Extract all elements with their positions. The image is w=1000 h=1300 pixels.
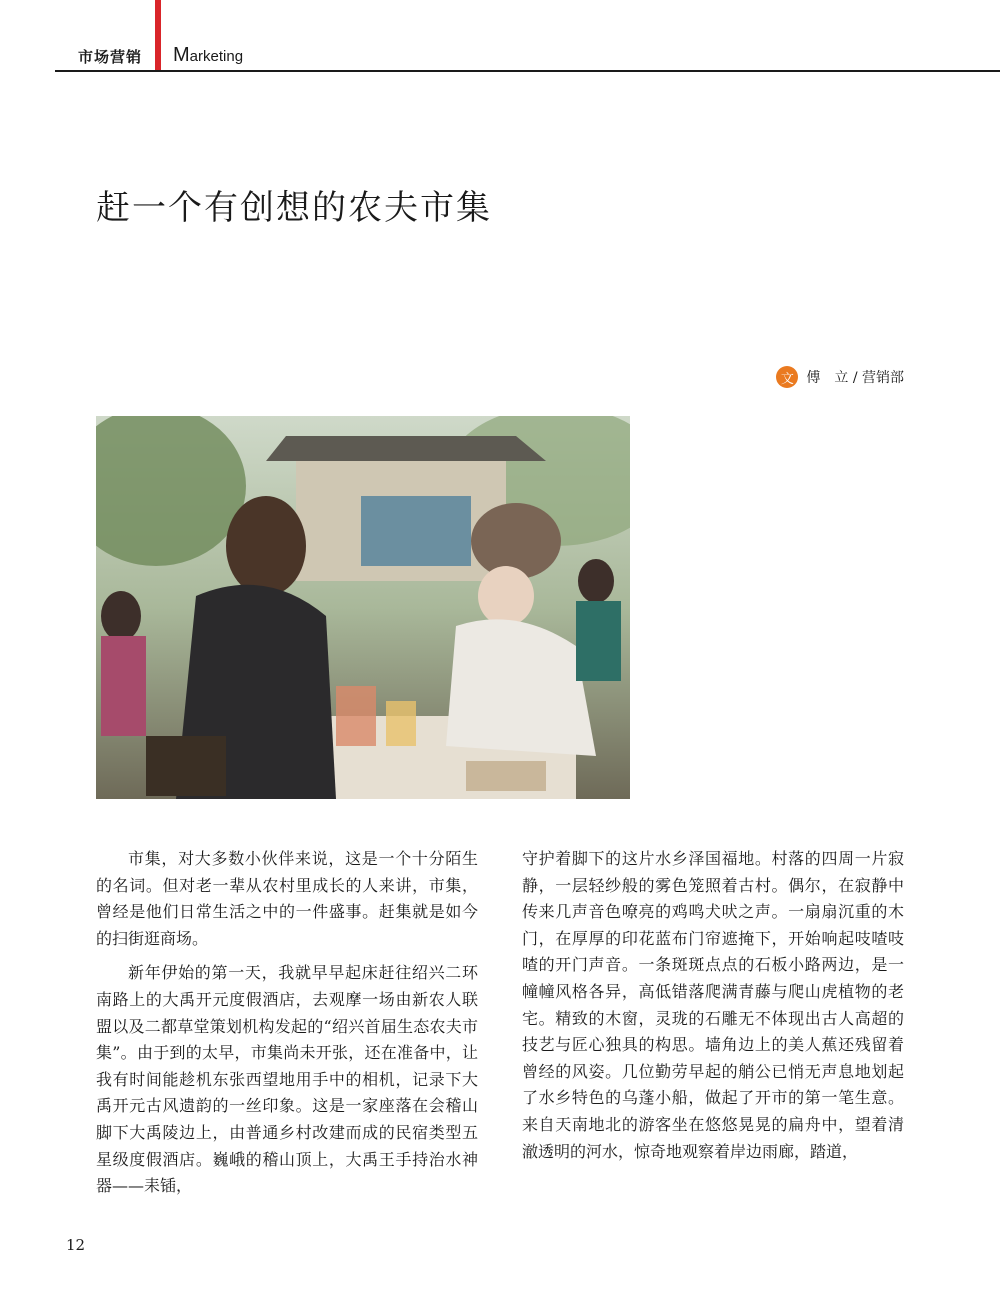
page-number: 12 — [66, 1236, 86, 1254]
running-header — [0, 0, 1000, 72]
market-photo — [96, 416, 630, 799]
section-label-en — [173, 44, 243, 67]
header-accent-bar — [155, 0, 161, 72]
author-name: 傅 立 / 营销部 — [806, 370, 904, 386]
byline — [776, 366, 904, 388]
header-divider — [55, 70, 1000, 72]
author-badge: 文 — [776, 366, 798, 388]
section-label-cn: 市场营销 — [78, 48, 143, 66]
text-column-right — [522, 846, 904, 1173]
article-title: 赶一个有创想的农夫市集 — [96, 188, 492, 228]
paragraph: 守护着脚下的这片水乡泽国福地。村落的四周一片寂静，一层轻纱般的雾色笼照着古村。偶尔，在寂静中传来几声音色嘹亮的鸡鸣犬吠之声。一扇扇沉重的木门，在厚厚的印花蓝布门帘遮掩下，开始响起吱喳吱喳的开门声音。一条斑斑点点的石板小路两边，是一幢幢风格各异，高低错落爬满青藤与爬山虎植物的老宅。精致的木窗，灵珑的石雕无不体现出古人高超的技艺与匠心独具的构思。墙角边上的美人蕉还残留着曾经的风姿。几位勤劳早起的艄公已悄无声息地划起了水乡特色的乌蓬小船，做起了开市的第一笔生意。来自天南地北的游客坐在悠悠晃晃的扁舟中，望着清澈透明的河水，惊奇地观察着岸边雨廊，踏道， — [522, 849, 904, 1161]
text-column-left — [96, 846, 478, 1208]
paragraph: 新年伊始的第一天，我就早早起床赶往绍兴二环南路上的大禹开元度假酒店，去观摩一场由新农人联盟以及二都草堂策划机构发起的“绍兴首届生态农夫市集”。由于到的太早，市集尚未开张，还在准备中，让我有时间能趁机东张西望地用手中的相机，记录下大禹开元古风遗韵的一丝印象。这是一家座落在会稽山脚下大禹陵边上，由普通乡村改建而成的民宿类型五星级度假酒店。巍峨的稽山顶上，大禹王手持治水神器——耒锸， — [96, 963, 478, 1196]
section-label-en-initial: M — [173, 44, 190, 66]
section-label-en-rest: arketing — [189, 48, 244, 65]
paragraph: 市集，对大多数小伙伴来说，这是一个十分陌生的名词。但对老一辈从农村里成长的人来讲，市集，曾经是他们日常生活之中的一件盛事。赶集就是如今的扫街逛商场。 — [96, 849, 478, 948]
